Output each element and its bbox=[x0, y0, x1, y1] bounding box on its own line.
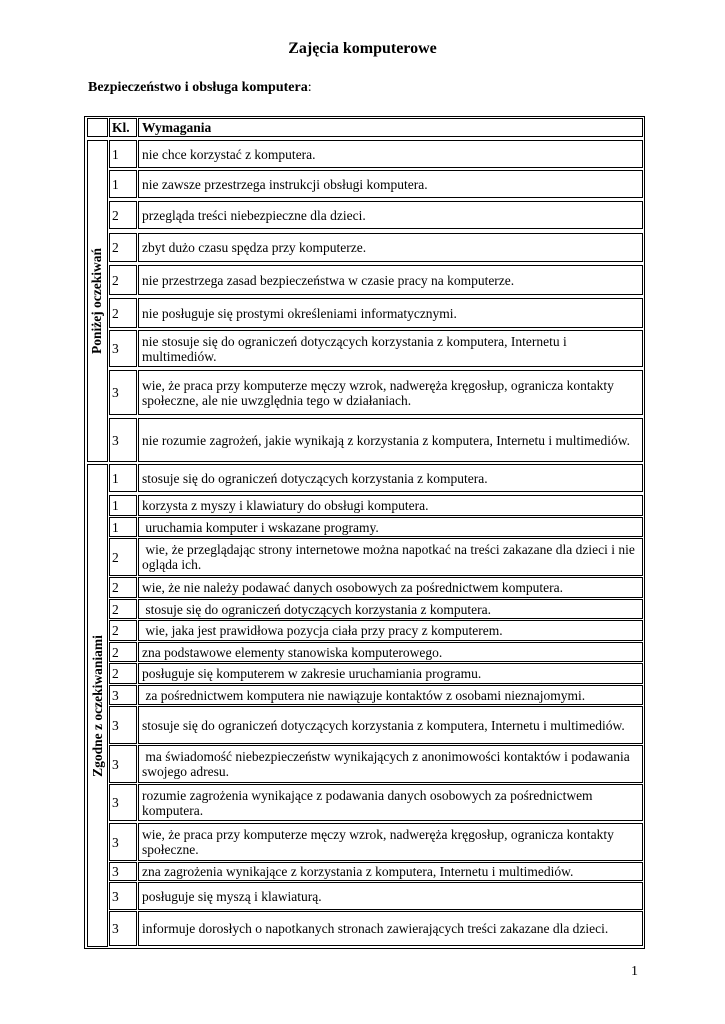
row-requirement: nie zawsze przestrzega instrukcji obsługi komputera. bbox=[138, 170, 643, 198]
subtitle-suffix: : bbox=[307, 80, 312, 95]
subtitle-bold: Bezpieczeństwo i obsługa komputera bbox=[88, 80, 308, 95]
row-requirement: wie, że praca przy komputerze męczy wzrok, nadweręża kręgosłup, ogranicza kontakty społeczne, ale nie uwzględnia tego w działaniach. bbox=[138, 370, 643, 415]
row-requirement: wie, że przeglądając strony internetowe można napotkać na treści zakazane dla dzieci i nie ogląda ich. bbox=[138, 538, 643, 576]
row-kl: 2 bbox=[109, 620, 137, 641]
row-requirement: wie, że nie należy podawać danych osobowych za pośrednictwem komputera. bbox=[138, 577, 643, 598]
document-title: Zajęcia komputerowe bbox=[288, 40, 437, 57]
section-label: Zgodne z oczekiwaniami bbox=[89, 634, 105, 777]
row-requirement: stosuje się do ograniczeń dotyczących korzystania z komputera. bbox=[138, 464, 643, 492]
row-kl: 2 bbox=[109, 663, 137, 684]
section-cell bbox=[87, 464, 108, 947]
section-label: Poniżej oczekiwań bbox=[89, 247, 105, 355]
row-kl: 2 bbox=[109, 599, 137, 619]
section-cell bbox=[87, 140, 108, 462]
row-kl: 3 bbox=[109, 418, 137, 462]
row-requirement: zbyt dużo czasu spędza przy komputerze. bbox=[138, 233, 643, 262]
row-kl: 2 bbox=[109, 233, 137, 262]
row-requirement: posługuje się komputerem w zakresie uruchamiania programu. bbox=[138, 663, 643, 684]
requirements-table bbox=[84, 116, 645, 949]
row-requirement: za pośrednictwem komputera nie nawiązuje kontaktów z osobami nieznajomymi. bbox=[138, 685, 643, 705]
row-requirement: nie posługuje się prostymi określeniami informatycznymi. bbox=[138, 298, 643, 328]
row-kl: 2 bbox=[109, 577, 137, 598]
row-requirement: stosuje się do ograniczeń dotyczących korzystania z komputera, Internetu i multimediów. bbox=[138, 706, 643, 744]
row-kl: 3 bbox=[109, 911, 137, 946]
header-kl: Kl. bbox=[109, 118, 137, 137]
row-requirement: wie, że praca przy komputerze męczy wzrok, nadweręża kręgosłup, ogranicza kontakty społeczne. bbox=[138, 823, 643, 861]
row-kl: 2 bbox=[109, 298, 137, 328]
row-kl: 3 bbox=[109, 784, 137, 821]
row-requirement: stosuje się do ograniczeń dotyczących korzystania z komputera. bbox=[138, 599, 643, 619]
row-kl: 3 bbox=[109, 330, 137, 367]
header-requirements: Wymagania bbox=[138, 118, 643, 137]
page-number: 1 bbox=[631, 964, 638, 979]
row-kl: 1 bbox=[109, 517, 137, 537]
row-kl: 1 bbox=[109, 464, 137, 492]
row-requirement: ma świadomość niebezpieczeństw wynikających z anonimowości kontaktów i podawania swojego adresu. bbox=[138, 745, 643, 783]
row-kl: 3 bbox=[109, 706, 137, 744]
header-section-cell bbox=[87, 118, 108, 137]
row-kl: 2 bbox=[109, 642, 137, 662]
row-requirement: rozumie zagrożenia wynikające z podawania danych osobowych za pośrednictwem komputera. bbox=[138, 784, 643, 821]
row-kl: 2 bbox=[109, 538, 137, 576]
row-requirement: informuje dorosłych o napotkanych stronach zawierających treści zakazane dla dzieci. bbox=[138, 911, 643, 946]
row-requirement: przegląda treści niebezpieczne dla dzieci. bbox=[138, 201, 643, 229]
row-kl: 2 bbox=[109, 265, 137, 295]
row-requirement: korzysta z myszy i klawiatury do obsługi komputera. bbox=[138, 495, 643, 516]
row-requirement: zna podstawowe elementy stanowiska komputerowego. bbox=[138, 642, 643, 662]
row-kl: 3 bbox=[109, 823, 137, 861]
row-requirement: nie rozumie zagrożeń, jakie wynikają z korzystania z komputera, Internetu i multimediów. bbox=[138, 418, 643, 462]
row-requirement: wie, jaka jest prawidłowa pozycja ciała przy pracy z komputerem. bbox=[138, 620, 643, 641]
row-kl: 1 bbox=[109, 170, 137, 198]
row-kl: 2 bbox=[109, 201, 137, 229]
row-requirement: zna zagrożenia wynikające z korzystania z komputera, Internetu i multimediów. bbox=[138, 862, 643, 881]
row-requirement: nie stosuje się do ograniczeń dotyczących korzystania z komputera, Internetu i multimediów. bbox=[138, 330, 643, 367]
row-requirement: nie chce korzystać z komputera. bbox=[138, 140, 643, 168]
row-kl: 3 bbox=[109, 685, 137, 705]
row-requirement: nie przestrzega zasad bezpieczeństwa w czasie pracy na komputerze. bbox=[138, 265, 643, 295]
section-subtitle bbox=[88, 80, 312, 96]
row-kl: 3 bbox=[109, 370, 137, 415]
row-kl: 3 bbox=[109, 745, 137, 783]
row-kl: 3 bbox=[109, 862, 137, 881]
row-requirement: posługuje się myszą i klawiaturą. bbox=[138, 882, 643, 910]
row-kl: 1 bbox=[109, 495, 137, 516]
row-kl: 1 bbox=[109, 140, 137, 168]
row-requirement: uruchamia komputer i wskazane programy. bbox=[138, 517, 643, 537]
row-kl: 3 bbox=[109, 882, 137, 910]
